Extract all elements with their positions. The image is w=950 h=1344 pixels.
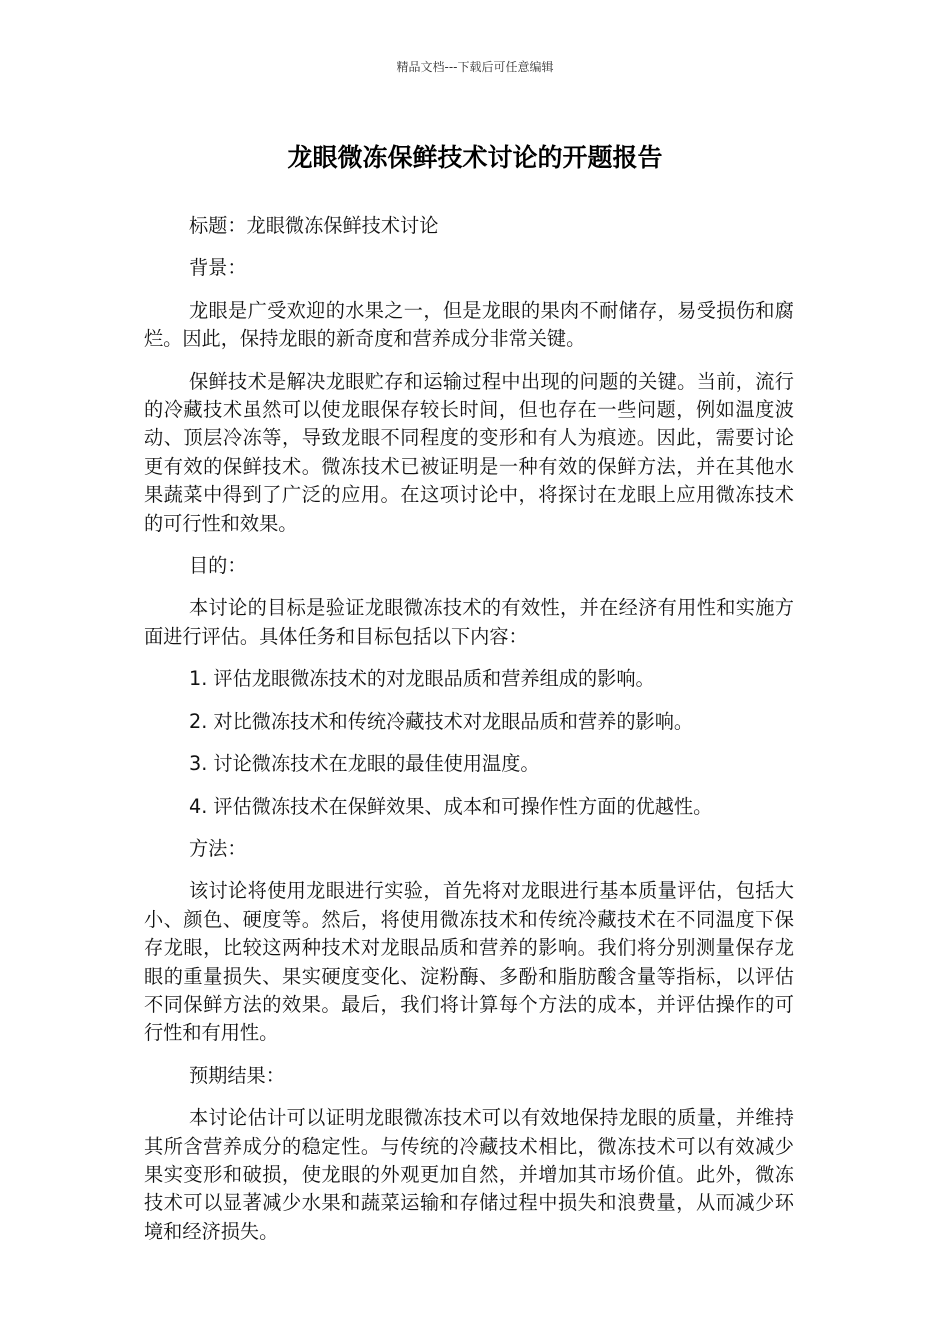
purpose-list-item: 2. 对比微冻技术和传统冷藏技术对龙眼品质和营养的影响。 [189, 709, 694, 733]
purpose-paragraph: 本讨论的目标是验证龙眼微冻技术的有效性，并在经济有用性和实施方面进行评估。具体任务和目标包括以下内容： [144, 596, 794, 648]
expected-results-paragraph: 本讨论估计可以证明龙眼微冻技术可以有效地保持龙眼的质量，并维持其所含营养成分的稳定性。与传统的冷藏技术相比，微冻技术可以有效减少果实变形和破损，使龙眼的外观更加自然，并增加其市场价值。此外，微冻技术可以显著减少水果和蔬菜运输和存储过程中损失和浪费量，从而减少环境和经济损失。 [144, 1106, 794, 1243]
section-heading-expected-results: 预期结果： [189, 1063, 285, 1087]
section-heading-background: 背景： [189, 256, 247, 280]
purpose-list-item: 3. 讨论微冻技术在龙眼的最佳使用温度。 [189, 752, 540, 776]
background-paragraph: 保鲜技术是解决龙眼贮存和运输过程中出现的问题的关键。当前，流行的冷藏技术虽然可以使龙眼保存较长时间，但也存在一些问题，例如温度波动、顶层冷冻等，导致龙眼不同程度的变形和有人为痕迹。因此，需要讨论更有效的保鲜技术。微冻技术已被证明是一种有效的保鲜方法，并在其他水果蔬菜中得到了广泛的应用。在这项讨论中，将探讨在龙眼上应用微冻技术的可行性和效果。 [144, 369, 794, 535]
page-header-note: 精品文档---下载后可任意编辑 [396, 60, 554, 74]
subject-line: 标题：龙眼微冻保鲜技术讨论 [189, 214, 439, 237]
document-title: 龙眼微冻保鲜技术讨论的开题报告 [287, 143, 663, 172]
purpose-list-item: 1. 评估龙眼微冻技术的对龙眼品质和营养组成的影响。 [189, 667, 655, 691]
section-heading-purpose: 目的： [189, 554, 247, 578]
section-heading-method: 方法： [189, 836, 247, 860]
purpose-list-item: 4. 评估微冻技术在保鲜效果、成本和可操作性方面的优越性。 [189, 794, 713, 818]
method-paragraph: 该讨论将使用龙眼进行实验，首先将对龙眼进行基本质量评估，包括大小、颜色、硬度等。然后，将使用微冻技术和传统冷藏技术在不同温度下保存龙眼，比较这两种技术对龙眼品质和营养的影响。我们将分别测量保存龙眼的重量损失、果实硬度变化、淀粉酶、多酚和脂肪酸含量等指标，以评估不同保鲜方法的效果。最后，我们将计算每个方法的成本，并评估操作的可行性和有用性。 [144, 879, 794, 1045]
document-body [144, 212, 794, 1260]
background-paragraph: 龙眼是广受欢迎的水果之一，但是龙眼的果肉不耐储存，易受损伤和腐烂。因此，保持龙眼的新奇度和营养成分非常关键。 [144, 298, 794, 351]
